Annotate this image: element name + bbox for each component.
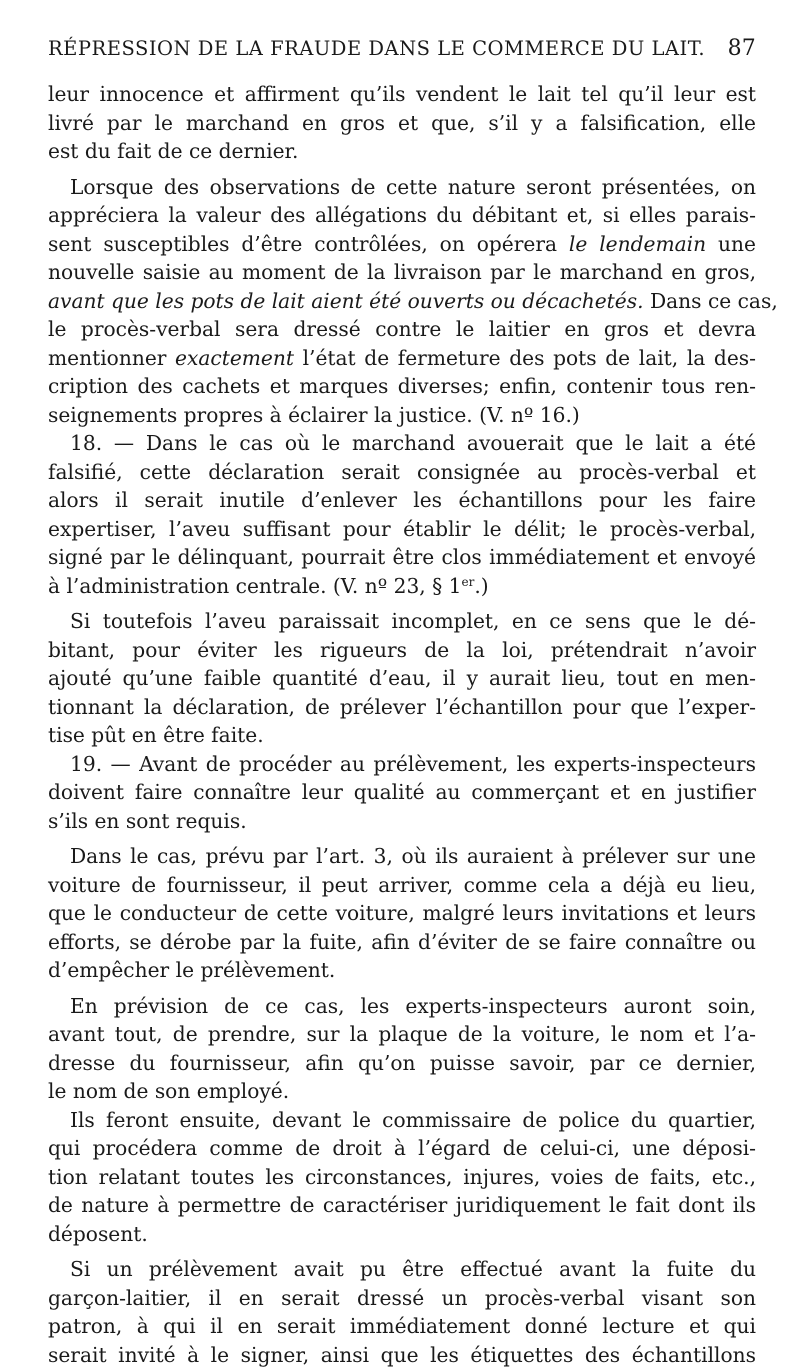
text-line: [48, 664, 756, 693]
line-text: le procès-verbal sera dressé contre le laitier en gros et devra: [48, 317, 756, 341]
text-line: [48, 871, 756, 900]
text-line: [48, 778, 756, 807]
line-text: voiture de fournisseur, il peut arriver, comme cela a déjà eu lieu,: [48, 872, 756, 897]
line-text: Lorsque des observations de cette nature seront présentées, on: [70, 174, 756, 199]
text-line: [48, 515, 756, 544]
text-line: [48, 344, 756, 373]
line-text: sent susceptibles d’être contrôlées, on opérera: [48, 231, 569, 256]
line-text: Si toutefois l’aveu paraissait incomplet, en ce sens que le dé-: [70, 609, 756, 633]
line-text: seignements propres à éclairer la justice. (V. nº 16.): [48, 402, 580, 427]
line-text: signé par le délinquant, pourrait être clos immédiatement et envoyé: [48, 545, 756, 569]
text-line: [48, 258, 756, 287]
line-text: Dans ce cas,: [643, 288, 778, 313]
page-number: 87: [727, 36, 756, 61]
line-text: tionnant la déclaration, de prélever l’échantillon pour que l’exper-: [48, 694, 756, 719]
line-text: mentionner: [48, 345, 176, 370]
text-line: [48, 401, 756, 430]
line-text: l’état de fermeture des pots de lait, la des-: [293, 345, 756, 370]
text-line: [48, 572, 756, 601]
line-text: efforts, se dérobe par la fuite, afin d’éviter de se faire connaître ou: [48, 929, 756, 954]
text-line: [48, 1049, 756, 1078]
line-text: dresse du fournisseur, afin qu’on puisse savoir, par ce dernier,: [48, 1050, 756, 1075]
line-text: nouvelle saisie au moment de la livraison par le marchand en gros,: [48, 260, 756, 284]
line-text: est du fait de ce dernier.: [48, 139, 299, 163]
italic-text: avant que les pots de lait aient été ouverts ou décachetés.: [48, 288, 644, 313]
line-text: cription des cachets et marques diverses; enfin, contenir tous ren-: [48, 374, 756, 398]
text-line: [48, 287, 778, 316]
line-text: d’empêcher le prélèvement.: [48, 958, 336, 982]
text-line: [48, 80, 756, 109]
text-line: [48, 315, 756, 344]
italic-text: exactement: [175, 345, 294, 370]
italic-text: le lendemain: [568, 231, 707, 256]
line-text: tion relatant toutes les circonstances, injures, voies de faits, etc.,: [48, 1164, 756, 1189]
text-line: [48, 109, 756, 138]
text-line: [48, 899, 756, 928]
paragraph-gap: [48, 1248, 756, 1255]
text-line: [48, 201, 756, 230]
running-title: RÉPRESSION DE LA FRAUDE DANS LE COMMERCE DU LAIT.: [48, 37, 706, 60]
line-text: une: [706, 231, 756, 256]
line-text: livré par le marchand en gros et que, s’il y a falsification, elle: [48, 110, 756, 135]
line-text: alors il serait inutile d’enlever les échantillons pour les faire: [48, 488, 756, 512]
line-text: que le conducteur de cette voiture, malgré leurs invitations et leurs: [48, 901, 756, 925]
text-line: [48, 1020, 756, 1049]
text-line: [48, 1312, 756, 1341]
line-text: qui procédera comme de droit à l’égard de celui-ci, une déposi-: [48, 1136, 756, 1160]
paragraph-gap: [48, 835, 756, 842]
text-line: [48, 807, 756, 836]
superscript-text: er: [461, 574, 475, 589]
text-line: [48, 1106, 756, 1135]
text-line: [48, 137, 756, 166]
line-text: le nom de son employé.: [48, 1079, 290, 1103]
line-text: s’ils en sont requis.: [48, 808, 247, 833]
line-text: expertiser, l’aveu suffisant pour établir le délit; le procès-verbal,: [48, 516, 756, 541]
line-text: falsifié, cette déclaration serait consignée au procès-verbal et: [48, 459, 756, 484]
line-text: Si un prélèvement avait pu être effectué avant la fuite du: [70, 1257, 756, 1281]
line-text: 18. — Dans le cas où le marchand avouerait que le lait a été: [70, 431, 756, 455]
line-text: serait invité à le signer, ainsi que les étiquettes des échantillons: [48, 1342, 756, 1367]
paragraph-gap: [48, 166, 756, 173]
line-text: à l’administration centrale. (V. nº 23, § 1: [48, 573, 462, 598]
text-line: [48, 1255, 756, 1284]
text-line: [48, 1341, 756, 1370]
line-text: doivent faire connaître leur qualité au commerçant et en justifier: [48, 780, 756, 804]
text-line: [48, 173, 756, 202]
line-text: bitant, pour éviter les rigueurs de la loi, prétendrait n’avoir: [48, 637, 756, 662]
line-text: de nature à permettre de caractériser juridiquement le fait dont ils: [48, 1193, 756, 1217]
text-line: [48, 458, 756, 487]
text-line: [48, 721, 756, 750]
line-text: patron, à qui il en serait immédiatement donné lecture et qui: [48, 1314, 756, 1338]
text-line: [48, 928, 756, 957]
text-line: [48, 429, 756, 458]
line-text: Ils feront ensuite, devant le commissaire de police du quartier,: [70, 1107, 756, 1132]
paragraph-gap: [48, 985, 756, 992]
line-text: avant tout, de prendre, sur la plaque de la voiture, le nom et l’a-: [48, 1022, 756, 1046]
line-text: appréciera la valeur des allégations du débitant et, si elles parais-: [48, 203, 756, 227]
text-line: [48, 230, 756, 259]
text-line: [48, 372, 756, 401]
text-line: [48, 1077, 756, 1106]
line-text: 19. — Avant de procéder au prélèvement, les experts-inspecteurs: [70, 751, 756, 776]
page-header: [48, 36, 756, 80]
line-text: leur innocence et affirment qu’ils vendent le lait tel qu’il leur est: [48, 82, 756, 106]
text-line: [48, 1134, 756, 1163]
text-line: [48, 750, 756, 779]
text-line: [48, 693, 756, 722]
document-page: [48, 36, 778, 1369]
text-line: [48, 636, 756, 665]
body-text: [48, 80, 778, 1369]
line-text: Dans le cas, prévu par l’art. 3, où ils auraient à prélever sur une: [70, 844, 756, 868]
line-text: déposent.: [48, 1221, 148, 1246]
line-text: .): [474, 573, 489, 598]
text-line: [48, 1163, 756, 1192]
line-text: garçon-laitier, il en serait dressé un procès-verbal visant son: [48, 1285, 756, 1310]
text-line: [48, 543, 756, 572]
text-line: [48, 1220, 756, 1249]
line-text: tise pût en être faite.: [48, 723, 264, 747]
text-line: [48, 992, 756, 1021]
text-line: [48, 1284, 756, 1313]
text-line: [48, 1191, 756, 1220]
paragraph-gap: [48, 600, 756, 607]
text-line: [48, 956, 756, 985]
text-line: [48, 607, 756, 636]
text-line: [48, 842, 756, 871]
line-text: ajouté qu’une faible quantité d’eau, il y aurait lieu, tout en men-: [48, 666, 756, 690]
line-text: En prévision de ce cas, les experts-inspecteurs auront soin,: [70, 993, 756, 1018]
text-line: [48, 486, 756, 515]
